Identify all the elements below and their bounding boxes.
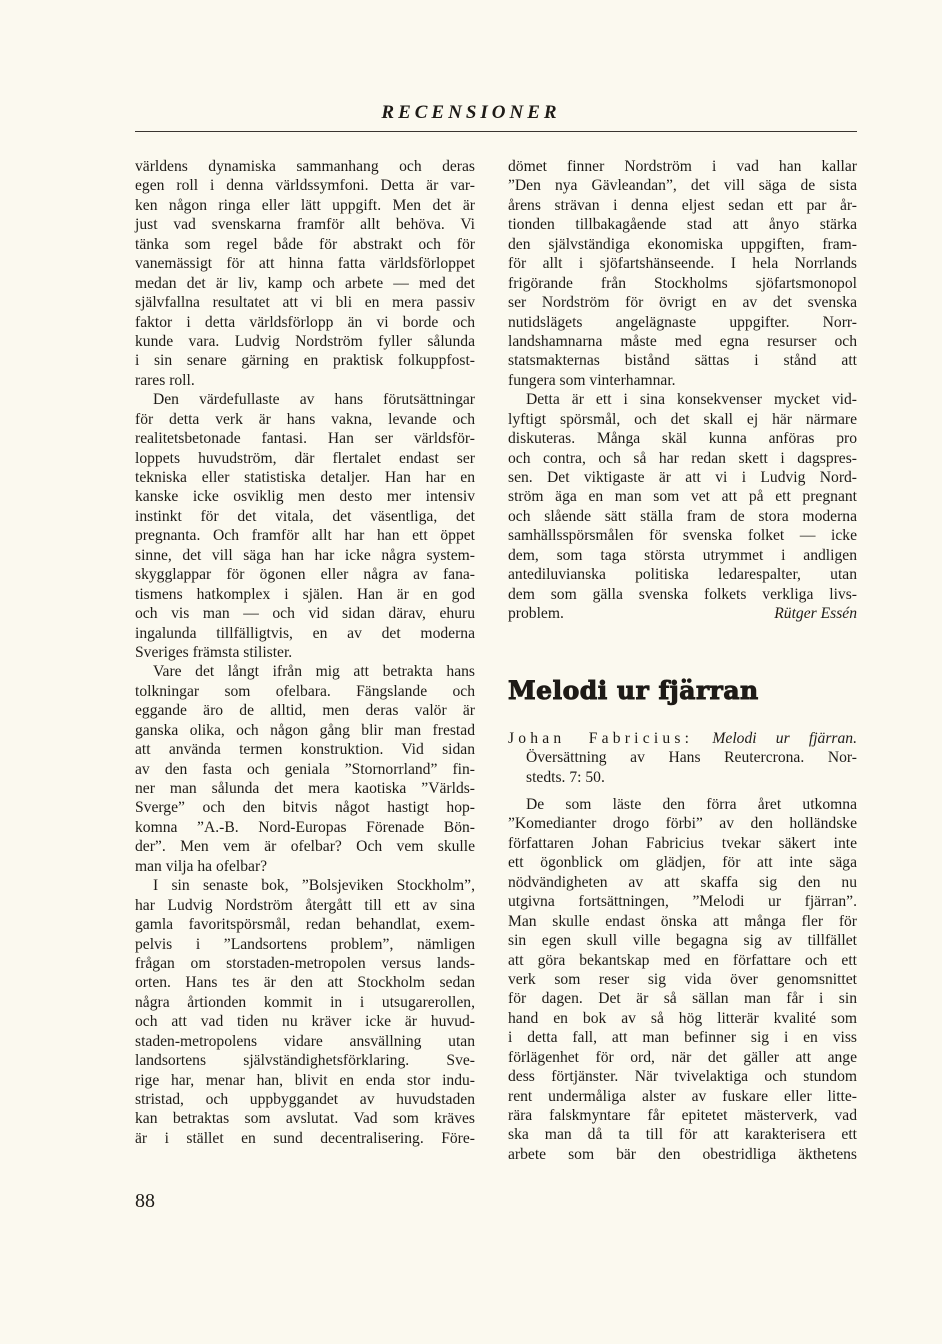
text-line [135,235,475,254]
line-text: några årtionden kommit in i utsugarerollen, [135,993,475,1011]
text-line [508,313,857,332]
citation-line: Översättning av Hans Reutercrona. Nor- [526,749,857,767]
line-text: tionden tillbakagående stad att ånyo stärka [508,216,857,234]
paragraph [135,876,475,1148]
text-line [135,721,475,740]
text-line [135,604,475,623]
text-line [508,1028,857,1047]
line-text: kan betraktas som avslutat. Vad som kräves [135,1110,475,1128]
line-text: statsmakternas bistånd sättas i stånd att [508,352,857,370]
line-text: diskuteras. Många skäl kunna anföras pro [508,430,857,448]
text-line [135,410,475,429]
text-line [508,235,857,254]
line-text: och att vad tiden nu kräver icke är huvud- [135,1013,475,1031]
line-text: ner man sålunda det mera kaotiska ”Världs- [135,780,475,797]
text-line [135,1090,475,1109]
line-text: eggande äro de alltid, men deras valör är [135,702,475,720]
text-line [135,332,475,351]
line-text: Den värdefullaste av hans förutsättningar [153,391,475,409]
running-header: RECENSIONER [381,102,561,123]
text-line [135,837,475,856]
text-line [508,293,857,312]
line-text: instinkt för det vitala, det väsentliga, det [135,507,475,525]
line-text: tekniska eller statistiska detaljer. Han har en [135,469,475,486]
line-text: medan det är liv, kamp och arbete — med det [135,274,475,292]
line-text: dömet finner Nordström i vad han kallar [508,158,857,175]
text-line [135,1109,475,1128]
text-line [508,1087,857,1106]
paragraph [135,662,475,876]
line-text: verk som reser sig vida över genomsnittet [508,970,857,988]
text-line [508,351,857,370]
text-line [135,1012,475,1031]
line-text: nödvändigheten av att skaffa sig den nu [508,873,857,891]
line-text: komna ”A.-B. Nord-Europas Förenade Bön- [135,818,475,836]
text-line [508,507,857,526]
text-line [508,274,857,293]
text-line [508,931,857,950]
text-line [135,643,475,662]
text-line [135,293,475,312]
paragraph [508,390,857,623]
text-line [508,1125,857,1144]
line-text: tismens hatkomplex i själen. Han är en god [135,585,475,603]
page-number: 88 [135,1190,155,1212]
text-line [135,857,475,876]
text-line [135,215,475,234]
line-text: och contra, och så har redan skett i dagspres- [508,449,857,467]
text-line [508,873,857,892]
reviewer-signature: Rütger Essén [774,605,857,623]
line-text: Vare det långt ifrån mig att betrakta hans [153,663,475,681]
right-column [508,157,857,624]
text-line [135,915,475,934]
text-line [508,468,857,487]
line-text: i detta fall, att man befinner sig i en viss [508,1029,857,1047]
line-text: arbete som bär den obestridliga äkthetens [508,1145,857,1163]
text-line [508,157,857,176]
line-text: pelvis i ”Landsortens problem”, nämligen [135,935,475,953]
line-text: ett ögonblick om glädjen, för att inte säga [508,854,857,872]
line-text: dess förtjänster. När tvivelaktiga och stundom [508,1068,857,1086]
line-text: att använda termen konstruktion. Vid sidan [135,741,475,759]
line-text: kanske icke osviklig men desto mer intensiv [135,488,475,506]
line-text: De som läste den förra året utkomna [526,796,857,813]
line-text: realitetsbetonade fantasi. Han ser världsför- [135,430,475,448]
line-text: Sveriges främsta stilister. [135,643,293,661]
text-line [508,951,857,970]
text-line [135,487,475,506]
line-text: och vis man — och vid sidan därav, ehuru [135,605,475,623]
text-line [508,989,857,1008]
line-text: förlägenhet för ord, när det gäller att ange [508,1048,857,1066]
text-line [135,1071,475,1090]
text-line [135,1129,475,1148]
line-text: världens dynamiska sammanhang och deras [135,158,475,175]
line-text: kunde vara. Ludvig Nordström fyller sålunda [135,332,475,350]
text-line [135,468,475,487]
text-line [135,254,475,273]
line-text: hand en bok av så hög litterär kvalité som [508,1009,857,1027]
text-line [135,1051,475,1070]
line-text: loppets huvudström, där flertalet endast ser [135,449,475,467]
line-text: den självständiga ekonomiska uppgiften, fram- [508,235,857,253]
line-text: man vilja ha ofelbar? [135,857,268,875]
left-column [135,157,475,1148]
citation-author: Johan Fabricius: [508,730,694,747]
line-text: just vad svenskarna framför allt behöva. Vi [135,216,475,234]
line-text: författaren Johan Fabricius tvekar säkert inte [508,834,857,852]
line-text: att göra bekantskap med en författare och ett [508,951,857,969]
line-text: är i stället en sund decentralisering. Före- [135,1129,475,1147]
line-text: dem, som taga största utrymmet i andligen [508,546,857,564]
line-text: tänka som regel både för abstrakt och för [135,235,475,253]
line-text: egen roll i denna världssymfoni. Detta är var- [135,177,475,195]
line-text: för dagen. Det är så sällan man får i sin [508,990,857,1008]
line-text: problem. [508,605,564,623]
line-text: gamla favoritspörsmål, redan behandlat, exem- [135,916,475,934]
text-line [508,834,857,853]
text-line [135,798,475,817]
text-line [135,624,475,643]
text-line [508,254,857,273]
line-text: frigörande från Stockholms sjöfartsmonopol [508,274,857,292]
paragraph [508,157,857,390]
text-line [135,313,475,332]
text-line [135,935,475,954]
text-line [135,662,475,681]
text-line [135,351,475,370]
text-line [135,1032,475,1051]
line-text: rära falskmyntare får epitetet mästerverk, vad [508,1107,857,1124]
line-text: ken någon ringa eller lätt uppgift. Men det är [135,196,475,214]
text-line [135,196,475,215]
line-text: lyftigt spörsmål, och det skall ej här närmare [508,410,857,428]
line-text: av den fasta och geniala ”Stornorrland” fin- [135,760,475,778]
text-line [135,546,475,565]
text-line [135,429,475,448]
line-text: skygglappar för ögonen eller några av fana- [135,566,475,584]
text-line [508,970,857,989]
text-line [135,760,475,779]
line-text: för allt i sjöfartshänseende. I hela Norrlands [508,255,857,273]
line-text: stristad, och uppbyggandet av huvudstaden [135,1091,475,1108]
text-line [135,682,475,701]
line-text: för detta verk är hans vakna, levande och [135,410,475,428]
text-line [135,157,475,176]
text-line [135,176,475,195]
line-text: rige har, menar han, blivit en enda stor indu- [135,1071,475,1089]
line-text: ström äga en man som vet att på ett pregnant [508,488,857,506]
line-text: ”Den nya Gävleandan”, det vill säga de sista [508,177,857,195]
text-line [508,390,857,409]
line-text: ska man då ta till för att karakterisera ett [508,1126,857,1144]
book-citation [508,729,857,787]
line-text: rares roll. [135,371,195,389]
text-line [508,912,857,931]
line-text: årens strävan i denna eljest sedan ett par år- [508,196,857,214]
text-line [508,892,857,911]
line-text: sen. Det viktigaste är att vi i Ludvig Nord- [508,469,857,486]
line-text: Detta är ett i sina konsekvenser mycket vid- [526,391,857,409]
line-text: Sverge” och den bitvis något hastigt hop- [135,799,475,817]
text-line [508,795,857,814]
line-text: sinne, det vill säga han har icke några system- [135,546,475,564]
line-text: sin egen skull ville begagna sig av tillfället [508,932,857,950]
line-text: självfallna resultatet att vi bli en mera passiv [135,294,475,312]
text-line [135,274,475,293]
text-line [135,507,475,526]
line-text: I sin senaste bok, ”Bolsjeviken Stockholm”, [153,877,475,895]
text-line [135,954,475,973]
text-line [135,565,475,584]
text-line [508,546,857,565]
text-line [508,1009,857,1028]
citation-line: stedts. 7: 50. [526,768,605,786]
text-line [135,779,475,798]
review-heading: Melodi ur fjärran [508,676,759,705]
line-text: har Ludvig Nordström återgått till ett av sina [135,896,475,914]
text-line [508,814,857,833]
line-text: orten. Hans tes är den att Stockholm sedan [135,974,475,992]
text-line [508,604,857,623]
line-text: samhällsspörsmålen för svenska folket — icke [508,527,857,545]
line-text: antediluvianska politiska ledarespalter, utan [508,566,857,584]
text-line [508,215,857,234]
citation-title: Melodi ur fjärran. [712,730,857,747]
line-text: der”. Men vem är ofelbar? Och vem skulle [135,838,475,856]
line-text: ingalunda tillfälligtvis, en av det moderna [135,624,475,642]
text-line [135,701,475,720]
line-text: frågan om storstaden-metropolen versus lands- [135,954,475,972]
text-line [508,429,857,448]
text-line [508,332,857,351]
paragraph [135,157,475,390]
text-line [508,565,857,584]
paragraph [508,795,857,1164]
text-line [508,585,857,604]
line-text: pregnanta. Och framför allt har han ett öppet [135,527,475,545]
text-line [508,1145,857,1164]
text-line [135,526,475,545]
paragraph [135,390,475,662]
review-body [508,795,857,1164]
text-line [135,818,475,837]
text-line [135,371,475,390]
line-text: fungera som vinterhamnar. [508,371,676,389]
text-line [508,1048,857,1067]
text-line [508,449,857,468]
line-text: ser Nordström för övrigt en av det svenska [508,294,857,312]
line-text: Man skulle endast önska att många fler för [508,912,857,930]
text-line [508,371,857,390]
text-line [135,585,475,604]
line-text: utgivna fortsättningen, ”Melodi ur fjärran”. [508,893,857,911]
text-line [135,973,475,992]
text-line [508,853,857,872]
line-text: och slående sätt ställa fram de stora moderna [508,507,857,525]
text-line [508,410,857,429]
text-line [135,390,475,409]
line-text: rent undermåliga alster av fuskare eller litte- [508,1087,857,1105]
text-line [508,487,857,506]
line-text: staden-metropolens vidare ansvällning utan [135,1032,475,1050]
line-text: ganska olika, och någon gång blir man frestad [135,721,475,739]
line-text: landshamnarna måste med egna resurser och [508,332,857,350]
line-text: faktor i detta världsförlopp än vi borde och [135,313,475,331]
text-line [508,1106,857,1125]
text-line [135,896,475,915]
text-line [135,740,475,759]
line-text: i sin senare gärning en praktisk folkuppfost- [135,352,475,370]
text-line [508,196,857,215]
text-line [135,876,475,895]
header-rule [135,131,857,132]
line-text: ”Komedianter drogo förbi” av den holländske [508,815,857,833]
text-line [135,449,475,468]
line-text: vanemässigt för att hinna fatta världsförloppet [135,255,475,273]
line-text: landsortens självständighetsförklaring. Sve- [135,1052,475,1070]
text-line [508,176,857,195]
line-text: dem som gälla svenska folkets verkliga livs- [508,585,857,603]
line-text: nutidslägets angelägnaste uppgifter. Norr- [508,313,857,331]
line-text: tolkningar som ofelbara. Fängslande och [135,682,475,700]
text-line [508,526,857,545]
text-line [135,993,475,1012]
text-line [508,1067,857,1086]
